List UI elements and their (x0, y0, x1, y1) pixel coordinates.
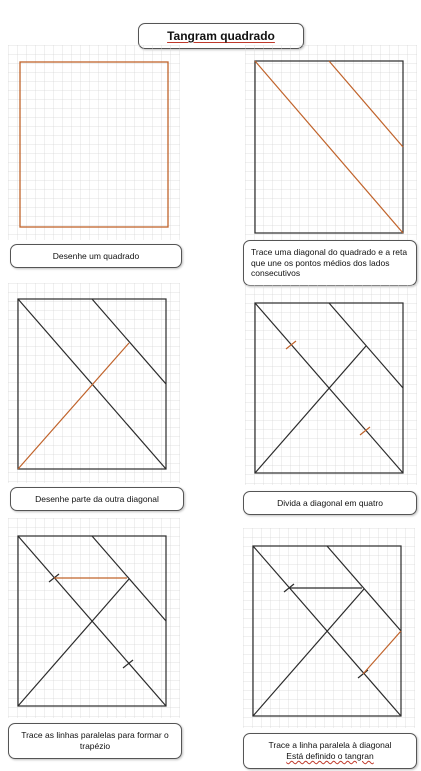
step-5-drawing (8, 518, 180, 718)
grid (8, 45, 180, 240)
step-2-drawing (245, 45, 417, 240)
step-2-caption: Trace uma diagonal do quadrado e a reta que une os pontos médios dos lados consecutivos (243, 240, 417, 286)
step-3-caption: Desenhe parte da outra diagonal (10, 487, 184, 511)
step-1-caption: Desenhe um quadrado (10, 244, 182, 268)
page-title-text: Tangram quadrado (167, 29, 275, 43)
step-3-drawing (8, 283, 180, 483)
step-4-caption: Divida a diagonal em quatro (243, 491, 417, 515)
step-1-drawing (8, 45, 180, 240)
step-5-caption: Trace as linhas paralelas para formar o trapézio (8, 723, 182, 759)
step-6-drawing (243, 528, 415, 728)
step-4-drawing (245, 285, 417, 485)
step-6-caption: Trace a linha paralela à diagonal Está definido o tangran (243, 733, 417, 769)
